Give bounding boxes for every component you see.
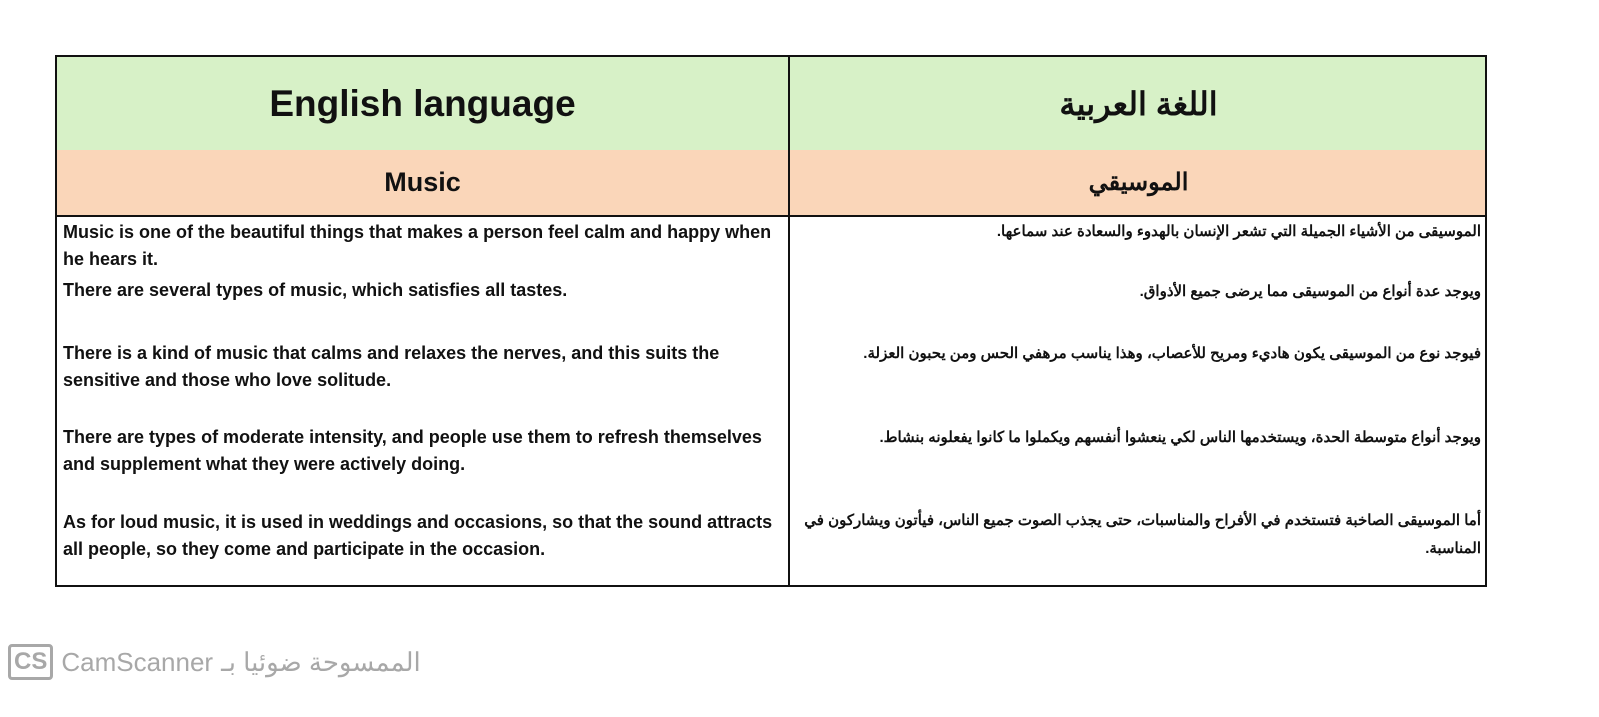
row-english: There is a kind of music that calms and relaxes the nerves, and this suits the sensitive and those who love solitude.: [63, 343, 720, 390]
header-arabic: اللغة العربية: [1059, 85, 1218, 122]
watermark-text: CamScanner: [61, 646, 214, 677]
watermark-arabic: الممسوحة ضوئيا بـ: [221, 646, 421, 677]
row-english: Music is one of the beautiful things that makes a person feel calm and happy when he hears it.: [63, 222, 772, 269]
header-english: English language: [269, 82, 576, 124]
row-arabic: فيوجد نوع من الموسيقى يكون هاديء ومريح للأعصاب، وهذا يناسب مرهفي الحس ومن يحبون العزلة.: [863, 345, 1481, 362]
row-english: There are several types of music, which satisfies all tastes.: [63, 280, 568, 300]
bilingual-table: [55, 55, 1487, 587]
camscanner-watermark: [8, 644, 421, 680]
row-arabic: الموسيقى من الأشياء الجميلة التي تشعر الإنسان بالهدوء والسعادة عند سماعها.: [996, 223, 1481, 240]
row-arabic: ويوجد أنواع متوسطة الحدة، ويستخدمها الناس لكي ينعشوا أنفسهم ويكملوا ما كانوا يفعلونه بنشاط.: [879, 429, 1481, 446]
row-arabic: أما الموسيقى الصاخبة فتستخدم في الأفراح والمناسبات، حتى يجذب الصوت جميع الناس، فيأتون ويشاركون في المناسبة.: [804, 512, 1481, 557]
row-english: There are types of moderate intensity, and people use them to refresh themselves and supplement what they were actively doing.: [63, 427, 762, 474]
subheader-arabic: الموسيقي: [1088, 169, 1189, 196]
row-english: As for loud music, it is used in weddings and occasions, so that the sound attracts all people, so they come and participate in the occasion.: [63, 512, 773, 559]
row-arabic: ويوجد عدة أنواع من الموسيقى مما يرضى جميع الأذواق.: [1139, 283, 1481, 300]
subheader-english: Music: [384, 167, 461, 197]
camscanner-logo-icon: CS: [8, 644, 53, 680]
